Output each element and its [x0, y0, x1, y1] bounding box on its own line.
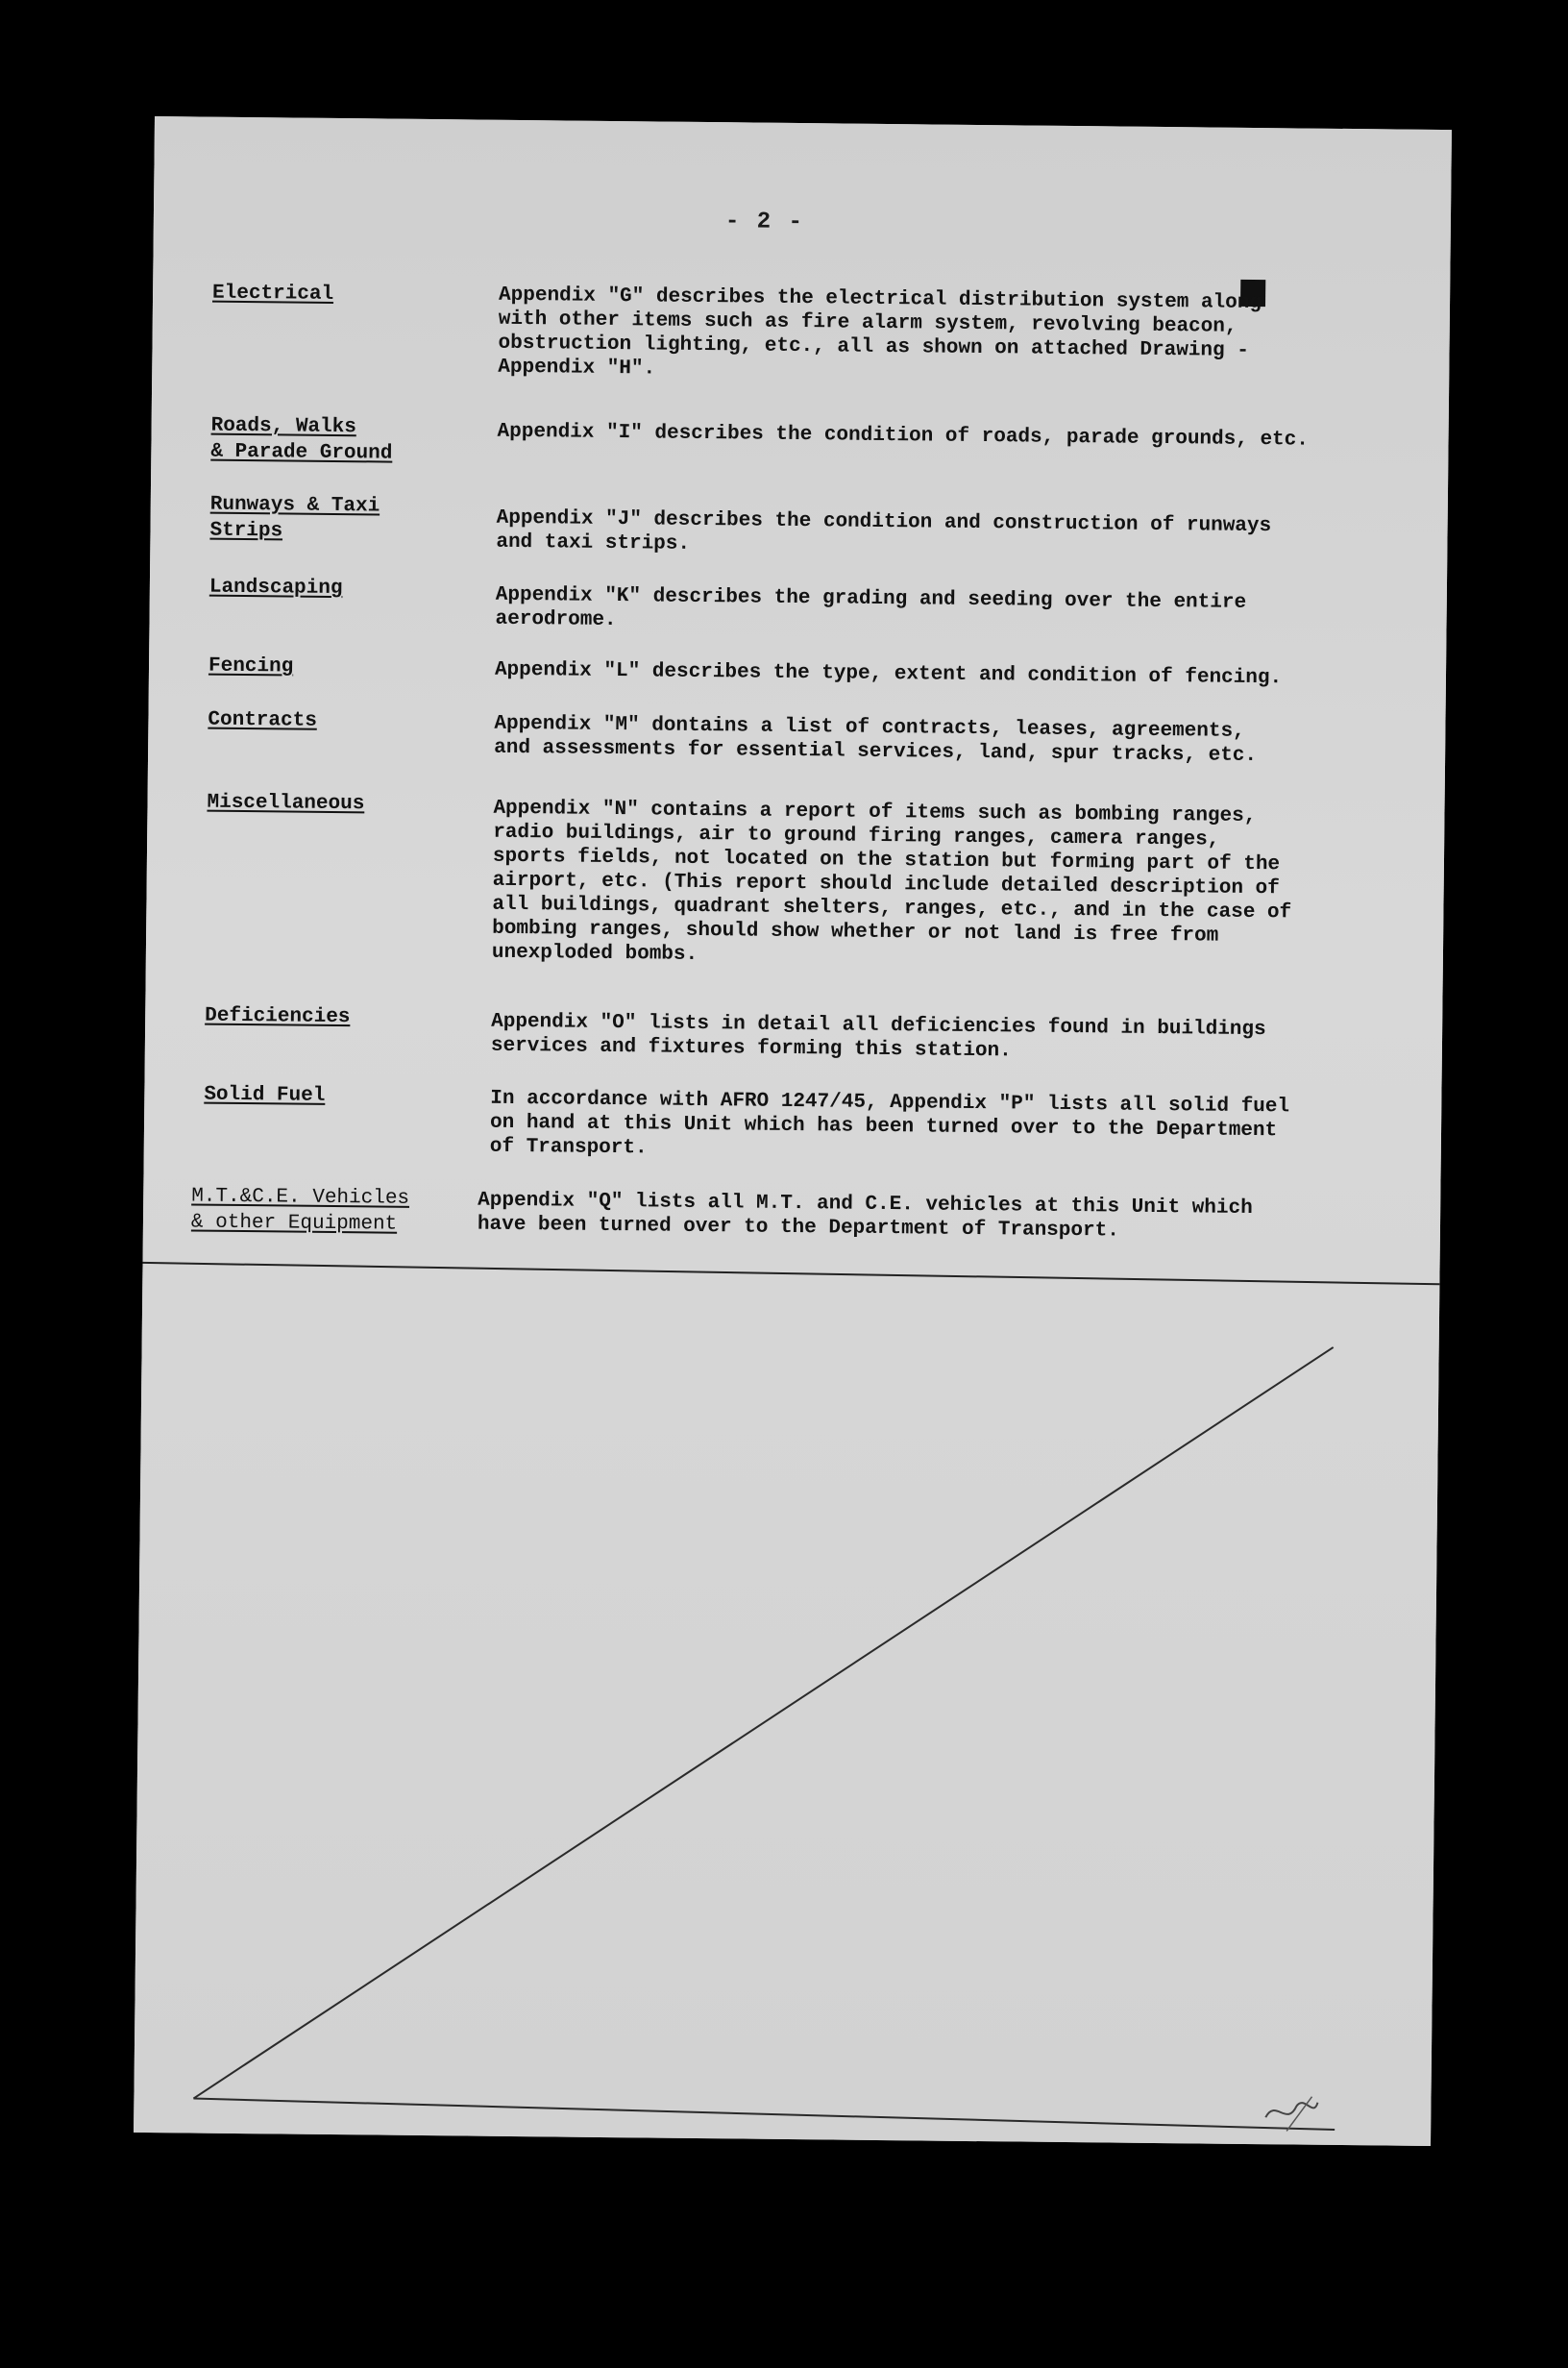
entry-text: Appendix "O" lists in detail all deficiencies found in buildings services and fixtures forming this station.: [490, 1010, 1266, 1063]
entry-heading: Runways & Taxi Strips: [209, 493, 380, 543]
page-number: - 2 -: [724, 209, 805, 236]
entry-heading: Electrical: [211, 282, 334, 306]
entry-heading: Solid Fuel: [204, 1083, 326, 1107]
entry-heading: M.T.&C.E. Vehicles & other Equipment: [190, 1185, 410, 1236]
entry-text: Appendix "L" describes the type, extent and condition of fencing.: [494, 658, 1283, 690]
entry-text: Appendix "K" describes the grading and seeding over the entire aerodrome.: [495, 583, 1247, 632]
entry-text: Appendix "M" dontains a list of contracts, leases, agreements, and assessments for essential services, land, spur tracks, etc.: [494, 712, 1258, 768]
entry-text: Appendix "G" describes the electrical distribution system along with other items such as fire alarm system, revolving beacon, obstruction lighting, etc., all as shown on attached Drawing - Appendix "H".: [498, 284, 1262, 381]
entry-heading: Landscaping: [208, 576, 343, 601]
entry-text: Appendix "I" describes the condition of roads, parade grounds, etc.: [497, 420, 1310, 452]
entry-heading: Deficiencies: [205, 1004, 351, 1029]
handwritten-pencil-mark: [1258, 2088, 1326, 2137]
entry-text: Appendix "Q" lists all M.T. and C.E. vehicles at this Unit which have been turned over to the Department of Transport.: [477, 1189, 1253, 1243]
entry-text: Appendix "N" contains a report of items such as bombing ranges, radio buildings, air to ground firing ranges, camera ranges, sports fields, not located on the station but forming part of the airport, etc. (This report should include detailed description of all buildings, quadrant shelters, ranges, etc., and in the case of bombing ranges, should show whether or not land is free from unexploded bombs.: [491, 797, 1292, 966]
document-page: [134, 116, 1452, 2146]
cancellation-diagonal-mark: [134, 116, 1452, 2146]
entry-heading: Contracts: [208, 708, 317, 732]
entry-heading: Fencing: [208, 654, 294, 678]
entry-text: In accordance with AFRO 1247/45, Appendix "P" lists all solid fuel on hand at this Unit which has been turned over to the Department of Transport.: [489, 1087, 1290, 1160]
entry-heading: Miscellaneous: [207, 791, 365, 816]
entry-text: Appendix "J" describes the condition and construction of runways and taxi strips.: [496, 506, 1272, 555]
entry-heading: Roads, Walks & Parade Ground: [210, 414, 393, 465]
